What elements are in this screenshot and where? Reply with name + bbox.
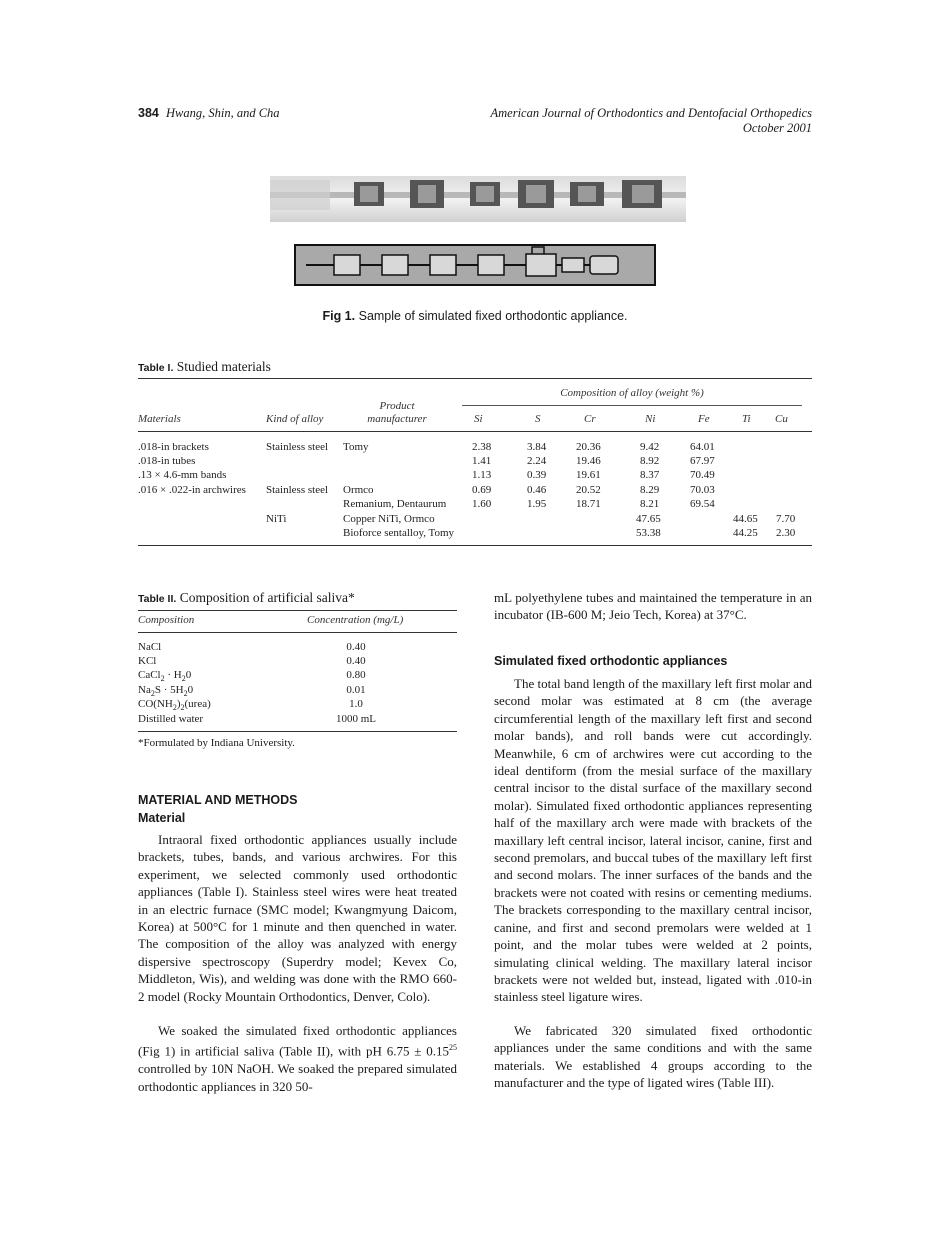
journal-name: American Journal of Orthodontics and Dentofacial Orthopedics <box>490 106 812 120</box>
figure-caption-text: Sample of simulated fixed orthodontic appliance. <box>358 309 628 323</box>
cell-fe: 67.97 <box>690 455 715 467</box>
cell-cu: 7.70 <box>776 513 796 525</box>
cell-cr: 20.36 <box>576 441 601 453</box>
cell-cr: 18.71 <box>576 498 601 510</box>
figure-photo-top <box>270 176 686 222</box>
cell-ni: 8.21 <box>640 498 660 510</box>
compound-water: Distilled water <box>138 713 204 725</box>
cell-manufacturer: Ormco <box>343 484 374 496</box>
compound-urea: $CO(NH_2)_2(urea)$ <box>138 698 211 713</box>
table2-bottom-rule <box>138 731 457 732</box>
cell-s: 3.84 <box>527 441 547 453</box>
cell-manufacturer: Tomy <box>343 441 369 453</box>
concentration-value: 1000 mL <box>335 713 377 725</box>
cell-ni: 8.37 <box>640 469 660 481</box>
cell-ni: 8.92 <box>640 455 660 467</box>
paragraph: mL polyethylene tubes and maintained the temperature in an incubator (IB-600 M; Jeio Tech, Korea) at 37°C. <box>494 590 812 623</box>
cell-si: 1.13 <box>472 469 492 481</box>
subsection-heading: Simulated fixed orthodontic appliances <box>494 654 728 668</box>
table1-title-text: Studied materials <box>176 359 271 374</box>
cell-manufacturer: Bioforce sentalloy, Tomy <box>343 527 455 539</box>
page-number: 384 <box>138 106 159 120</box>
concentration-value: 0.80 <box>346 669 366 681</box>
table1-top-rule <box>138 378 812 379</box>
table1-header-rule <box>138 431 812 432</box>
paragraph: We soaked the simulated fixed orthodontic appliances (Fig 1) in artificial saliva (Table II), with pH $6.75 \pm 0.15^{25}$ controlled by 10N NaOH. We soaked the prepared simulated orthodontic appliances in 320 50- <box>138 1023 457 1094</box>
cell-material: .018-in tubes <box>138 455 196 467</box>
table1-col-kind: Kind of alloy <box>266 413 324 425</box>
cell-kind: NiTi <box>266 513 287 525</box>
table1-col-manufacturer-1: Product <box>379 400 415 412</box>
cell-si: 1.41 <box>472 455 492 467</box>
cell-ni: 9.42 <box>640 441 660 453</box>
table1-title <box>138 359 271 375</box>
figure-label: Fig 1. <box>322 309 356 323</box>
figure-caption <box>0 309 950 323</box>
concentration-value: 1.0 <box>349 698 363 710</box>
cell-material: .018-in brackets <box>138 441 209 453</box>
table2-col-concentration: Concentration (mg/L) <box>307 614 404 626</box>
compound-cacl2: CaCl$_2$ · $H_20$ <box>138 669 192 684</box>
table1-group-rule <box>462 405 802 406</box>
table1-col-ti: Ti <box>742 413 751 425</box>
cell-manufacturer: Remanium, Dentaurum <box>343 498 447 510</box>
table1-col-fe: Fe <box>698 413 710 425</box>
cell-si: 0.69 <box>472 484 492 496</box>
paragraph: Intraoral fixed orthodontic appliances usually include brackets, tubes, bands, and various archwires. For this experiment, we selected commonly used orthodontic appliances (Table I). Stainless steel wires were heat treated in an electric furnace (SMC model; Kwangmyung Daicom, Korea) at 500°C for 1 minute and then quenched in water. The composition of the alloy was analyzed with energy dispersive spectroscopy (Superdry model; Kevex Co, Middleton, Wis), and welding was done with the RMO 660-2 model (Rocky Mountain Orthodontics, Denver, Colo). <box>138 832 457 1004</box>
author-names: Hwang, Shin, and Cha <box>165 106 280 120</box>
cell-ni: 8.29 <box>640 484 660 496</box>
table1-composition-header: Composition of alloy (weight %) <box>560 387 704 399</box>
cell-ni: 47.65 <box>636 513 661 525</box>
cell-s: 0.39 <box>527 469 547 481</box>
cell-fe: 70.03 <box>690 484 715 496</box>
table1-col-ni: Ni <box>645 413 656 425</box>
cell-cr: 19.61 <box>576 469 601 481</box>
concentration-value: 0.01 <box>346 684 366 696</box>
cell-s: 1.95 <box>527 498 547 510</box>
table1-col-cr: Cr <box>584 413 596 425</box>
cell-cr: 20.52 <box>576 484 601 496</box>
cell-si: 2.38 <box>472 441 492 453</box>
table1-col-manufacturer-2: manufacturer <box>367 413 427 425</box>
cell-s: 2.24 <box>527 455 547 467</box>
table2-col-composition: Composition <box>138 614 195 626</box>
table1-col-s: S <box>535 413 541 425</box>
cell-cr: 19.46 <box>576 455 601 467</box>
cell-ti: 44.65 <box>733 513 758 525</box>
cell-ni: 53.38 <box>636 527 661 539</box>
cell-kind: Stainless steel <box>266 484 329 496</box>
section-heading: MATERIAL AND METHODS <box>138 793 298 807</box>
running-header-right <box>491 106 813 136</box>
issue-date: October 2001 <box>742 121 812 135</box>
compound-nacl: NaCl <box>138 641 162 653</box>
subsection-heading: Material <box>138 811 186 825</box>
table1-col-si: Si <box>474 413 483 425</box>
running-header-left <box>138 106 280 121</box>
cell-material: .13 × 4.6-mm bands <box>138 469 227 481</box>
cell-fe: 64.01 <box>690 441 715 453</box>
concentration-value: 0.40 <box>346 641 366 653</box>
cell-fe: 70.49 <box>690 469 715 481</box>
cell-fe: 69.54 <box>690 498 715 510</box>
table2-top-rule <box>138 610 457 611</box>
table1-col-cu: Cu <box>775 413 788 425</box>
cell-ti: 44.25 <box>733 527 758 539</box>
table2-title-text: Composition of artificial saliva* <box>179 590 355 605</box>
table1-bottom-rule <box>138 545 812 546</box>
cell-si: 1.60 <box>472 498 492 510</box>
cell-material: .016 × .022-in archwires <box>138 484 246 496</box>
cell-manufacturer: Copper NiTi, Ormco <box>343 513 435 525</box>
compound-na2s: $Na_2S \cdot 5H_20$ <box>138 684 194 699</box>
cell-cu: 2.30 <box>776 527 796 539</box>
cell-s: 0.46 <box>527 484 547 496</box>
table1-label: Table I. <box>138 362 174 374</box>
table2-header-rule <box>138 632 457 633</box>
paragraph: We fabricated 320 simulated fixed orthodontic appliances under the same conditions and with the same materials. We established 4 groups according to the manufacturer and the type of ligated wires (Table III). <box>494 1023 812 1091</box>
table1-col-materials: Materials <box>138 413 181 425</box>
concentration-value: 0.40 <box>346 655 366 667</box>
table2-footnote: *Formulated by Indiana University. <box>138 737 295 749</box>
table2-label: Table II. <box>138 593 177 605</box>
paragraph: The total band length of the maxillary left first molar and second molar was estimated at 8 cm (the average circumferential length of the maxillary left first and second molar bands), and roll bands were cut accordingly. Meanwhile, 6 cm of archwires were cut according to the ideal dentiform (from the mesial surface of the maxillary central incisor to the distal surface of the maxillary second molar). Simulated fixed orthodontic appliances representing half of the maxillary arch were made with brackets of the maxillary left central incisor, lateral incisor, canine, first and second premolars, and buccal tubes of the maxillary left first and second molars. The inner surfaces of the bands and the brackets were not coated with resins or cementing mediums. The brackets corresponding to the maxillary central incisor, canine, and first and second premolars were welded at 1 point, and the molar tubes were welded at 2 points, simulating clinical welding. The maxillary lateral incisor brackets were not welded but, instead, ligated with .010-in stainless steel ligature wires. <box>494 676 812 1005</box>
cell-kind: Stainless steel <box>266 441 329 453</box>
figure-diagram-bottom <box>294 244 656 286</box>
table2-title <box>138 590 355 606</box>
compound-kcl: KCl <box>138 655 157 667</box>
